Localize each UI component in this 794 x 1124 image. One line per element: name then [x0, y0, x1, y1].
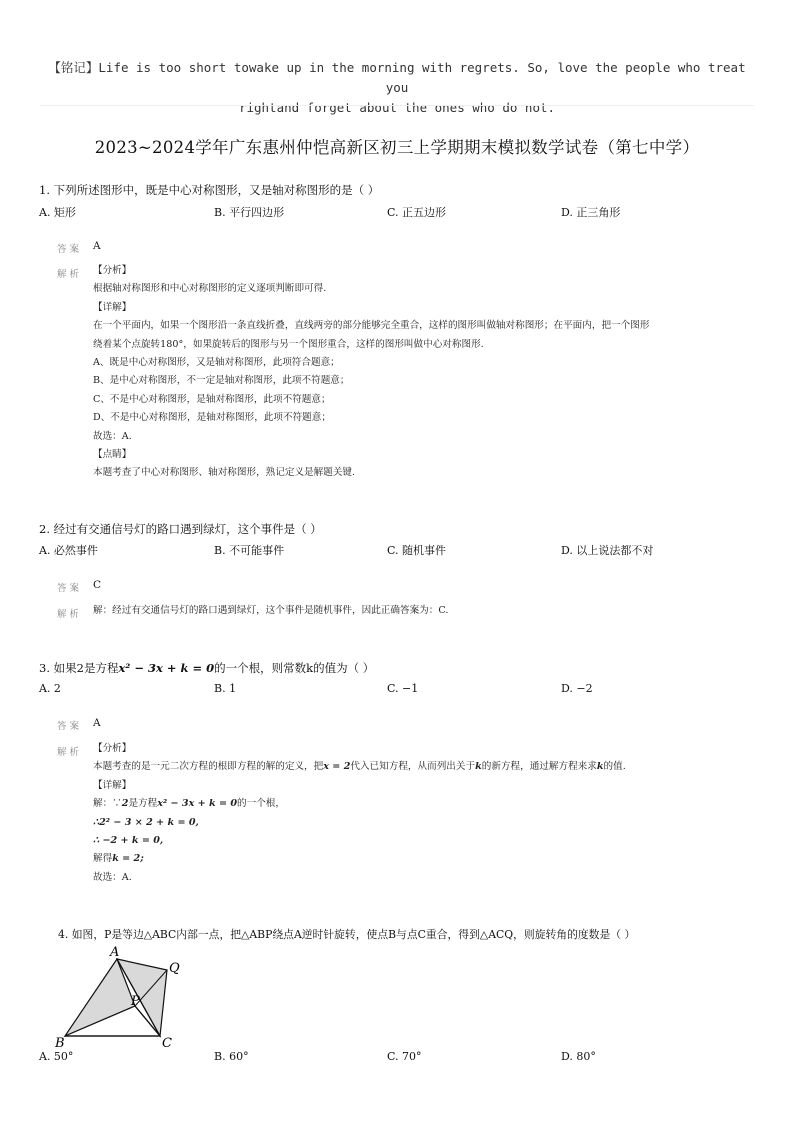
- q1-option-c: C. 正五边形: [387, 206, 447, 219]
- q3-option-b: B. 1: [214, 682, 237, 695]
- q3-answer-value: A: [93, 717, 101, 729]
- math-run: k = 2;: [112, 853, 144, 865]
- q1-analysis-line: 根据轴对称图形和中心对称图形的定义逐项判断即可得.: [93, 283, 327, 295]
- q4-option-d: D. 80°: [561, 1050, 596, 1063]
- q1-analysis-line: C、不是中心对称图形，是轴对称图形，此项不符题意；: [93, 393, 331, 405]
- text-run: 的一个根，: [237, 798, 286, 810]
- q3-analysis-line: [93, 758, 723, 776]
- q2-analysis-label: 解 析: [57, 609, 80, 620]
- text-run: 的新方程，通过解方程来求: [481, 761, 597, 773]
- q3-analysis-line: [93, 850, 723, 868]
- q2-analysis-line: 解：经过有交通信号灯的路口遇到绿灯，这个事件是随机事件，因此正确答案为：C.: [93, 605, 449, 616]
- q3-option-d: D. −2: [561, 682, 593, 695]
- q2-option-a: A. 必然事件: [39, 544, 98, 557]
- q1-options: [39, 204, 759, 220]
- q1-analysis-line: 【分析】: [93, 265, 132, 276]
- math-run: k: [475, 761, 482, 773]
- math-run: 2: [121, 798, 129, 810]
- q3-analysis-line: 【详解】: [93, 779, 132, 791]
- q1-answer-value: A: [93, 240, 101, 252]
- label-b: B: [55, 1036, 65, 1048]
- q4-option-a: A. 50°: [39, 1050, 74, 1063]
- q4-geometry-figure: [55, 943, 195, 1048]
- q2-option-c: C. 随机事件: [387, 544, 447, 557]
- q3-option-c: C. −1: [387, 682, 419, 695]
- label-q: Q: [169, 961, 180, 976]
- q1-analysis-line: 【详解】: [93, 301, 132, 313]
- page-title: 2023~2024学年广东惠州仲恺高新区初三上学期期末模拟数学试卷（第七中学）: [94, 138, 700, 157]
- q3-analysis-line: [93, 795, 723, 813]
- math-run: x² − 3x + k = 0: [157, 798, 238, 810]
- q3-analysis-line: ∴ −2 + k = 0,: [93, 835, 164, 847]
- math-run: x = 2: [323, 761, 351, 773]
- q4-options: [39, 1050, 759, 1066]
- q1-stem: 1. 下列所述图形中，既是中心对称图形，又是轴对称图形的是（ ）: [39, 183, 380, 197]
- text-run: 的值.: [603, 761, 626, 773]
- q4-option-c: C. 70°: [387, 1050, 422, 1063]
- q3-equation: x² − 3x + k = 0: [118, 661, 215, 675]
- q2-stem: 2. 经过有交通信号灯的路口遇到绿灯，这个事件是（ ）: [39, 522, 322, 536]
- q3-analysis-line: 【分析】: [93, 743, 132, 754]
- q1-analysis-line: 本题考查了中心对称图形、轴对称图形，熟记定义是解题关键.: [93, 467, 356, 479]
- text-run: 解：∵: [93, 798, 122, 810]
- q1-option-b: B. 平行四边形: [214, 206, 285, 219]
- q2-answer-label: 答 案: [57, 583, 80, 594]
- label-c: C: [162, 1036, 172, 1048]
- q1-analysis-line: 故选：A.: [93, 430, 132, 442]
- q1-analysis-label: 解 析: [57, 269, 80, 280]
- q3-analysis-label: 解 析: [57, 747, 80, 758]
- q1-option-a: A. 矩形: [39, 206, 76, 219]
- label-p: P: [131, 994, 140, 1009]
- header-divider: [40, 105, 754, 106]
- q3-analysis-line: 故选：A.: [93, 871, 132, 883]
- q1-analysis-line: B、是中心对称图形，不一定是轴对称图形，此项不符题意；: [93, 375, 350, 387]
- q3-stem-suffix: 的一个根，则常数k的值为（ ）: [214, 661, 375, 675]
- q3-options: [39, 682, 759, 698]
- q1-answer-label: 答 案: [57, 244, 80, 255]
- q2-analysis: [93, 602, 723, 620]
- text-run: 解得: [93, 853, 113, 865]
- q1-option-d: D. 正三角形: [561, 206, 621, 219]
- q1-analysis-line: 绕着某个点旋转180°，如果旋转后的图形与另一个图形重合，这样的图形叫做中心对称图形.: [93, 338, 484, 350]
- text-run: 本题考查的是一元二次方程的根即方程的解的定义，把: [93, 761, 324, 773]
- text-run: 代入已知方程，从而列出关于: [350, 761, 476, 773]
- q1-analysis-line: A、既是中心对称图形，又是轴对称图形，此项符合题意；: [93, 357, 340, 369]
- math-run: k: [596, 761, 604, 773]
- q1-analysis-line: 【点睛】: [93, 449, 132, 461]
- q4-option-b: B. 60°: [214, 1050, 249, 1063]
- q2-answer-value: C: [93, 579, 102, 591]
- text-run: 是方程: [128, 798, 158, 810]
- q3-answer-label: 答 案: [57, 721, 80, 732]
- q3-analysis: [93, 740, 723, 887]
- q3-stem-prefix: 3. 如果2是方程: [39, 661, 119, 675]
- motto-line-1: 【铭记】Life is too short towake up in the morning with regrets. So, love the people who treat you: [48, 60, 746, 95]
- q3-option-a: A. 2: [39, 682, 61, 695]
- q2-options: [39, 542, 759, 558]
- q1-analysis-line: 在一个平面内，如果一个图形沿一条直线折叠，直线两旁的部分能够完全重合，这样的图形叫做轴对称图形；在平面内，把一个图形: [93, 320, 650, 332]
- q2-option-b: B. 不可能事件: [214, 544, 285, 557]
- q2-option-d: D. 以上说法都不对: [561, 544, 654, 557]
- motto-line-2: rightand forget about the ones who do not.: [238, 100, 556, 115]
- q1-analysis: [93, 262, 723, 483]
- motto-banner: [40, 58, 754, 118]
- q1-analysis-line: D、不是中心对称图形，是轴对称图形，此项不符题意；: [93, 412, 331, 424]
- q3-stem: [39, 660, 374, 676]
- q4-stem: 4. 如图，P是等边△ABC内部一点，把△ABP绕点A逆时针旋转，使点B与点C重合，得到△ACQ，则旋转角的度数是（ ）: [58, 928, 636, 941]
- label-a: A: [110, 945, 120, 960]
- q3-analysis-line: ∴2² − 3 × 2 + k = 0,: [93, 816, 199, 828]
